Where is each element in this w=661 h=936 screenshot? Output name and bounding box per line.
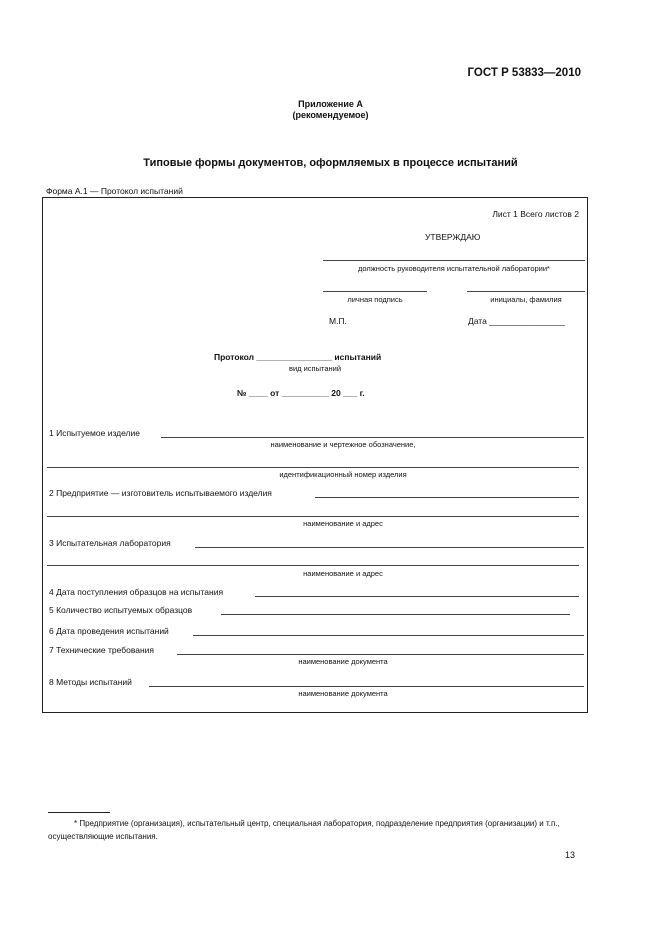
sheet-info: Лист 1 Всего листов 2 — [492, 209, 579, 219]
protocol-form — [42, 197, 588, 713]
position-line — [323, 260, 585, 261]
item-4-label: 4 Дата поступления образцов на испытания — [49, 587, 224, 597]
item-1b-caption: идентификационный номер изделия — [279, 470, 407, 479]
item-6-line — [193, 635, 584, 636]
signature-line — [323, 291, 427, 292]
item-3-caption: наименование и адрес — [303, 569, 383, 578]
item-5-label: 5 Количество испытуемых образцов — [49, 605, 193, 615]
signature-caption: личная подпись — [347, 295, 403, 304]
item-2b-line — [47, 516, 579, 517]
position-caption: должность руководителя испытательной лаборатории* — [358, 264, 550, 273]
item-7-line — [177, 654, 584, 655]
item-8-caption: наименование документа — [298, 689, 388, 698]
footnote-divider — [48, 812, 110, 813]
standard-number: ГОСТ Р 53833—2010 — [467, 67, 581, 79]
item-1b-line — [47, 467, 579, 468]
stamp-label: М.П. — [329, 316, 347, 326]
item-8-label: 8 Методы испытаний — [49, 677, 132, 687]
item-8-line — [149, 686, 584, 687]
approve-label: УТВЕРЖДАЮ — [425, 232, 481, 242]
item-4-line — [255, 596, 579, 597]
item-7-label: 7 Технические требования — [49, 645, 155, 655]
item-3-label: 3 Испытательная лаборатория — [49, 538, 171, 548]
initials-line — [467, 291, 585, 292]
item-2-label: 2 Предприятие — изготовитель испытываемого изделия — [49, 488, 272, 498]
item-2-caption: наименование и адрес — [303, 519, 383, 528]
item-2-line — [315, 497, 579, 498]
form-caption: Форма А.1 — Протокол испытаний — [46, 186, 183, 196]
initials-caption: инициалы, фамилия — [490, 295, 562, 304]
item-3b-line — [47, 565, 579, 566]
page-title: Типовые формы документов, оформляемых в процессе испытаний — [143, 157, 518, 169]
item-1-line — [161, 437, 584, 438]
date-label: Дата ________________ — [468, 316, 565, 326]
protocol-caption: вид испытаний — [288, 364, 342, 373]
item-5-line — [221, 614, 570, 615]
item-7-caption: наименование документа — [298, 657, 388, 666]
protocol-line: Протокол ________________ испытаний — [214, 352, 382, 362]
annex-note: (рекомендуемое) — [292, 110, 369, 120]
item-1-label: 1 Испытуемое изделие — [49, 428, 140, 438]
annex-title: Приложение А — [298, 99, 363, 109]
footnote: * Предприятие (организация), испытательный центр, специальная лаборатория, подразделение предприятия (организации) и т.п., осуществляющие испытания. — [48, 819, 560, 841]
item-1-caption: наименование и чертежное обозначение, — [270, 440, 416, 449]
number-line: № ____ от __________ 20 ___ г. — [237, 388, 365, 398]
item-3-line — [195, 547, 584, 548]
page-number: 13 — [565, 850, 576, 860]
item-6-label: 6 Дата проведения испытаний — [49, 626, 169, 636]
